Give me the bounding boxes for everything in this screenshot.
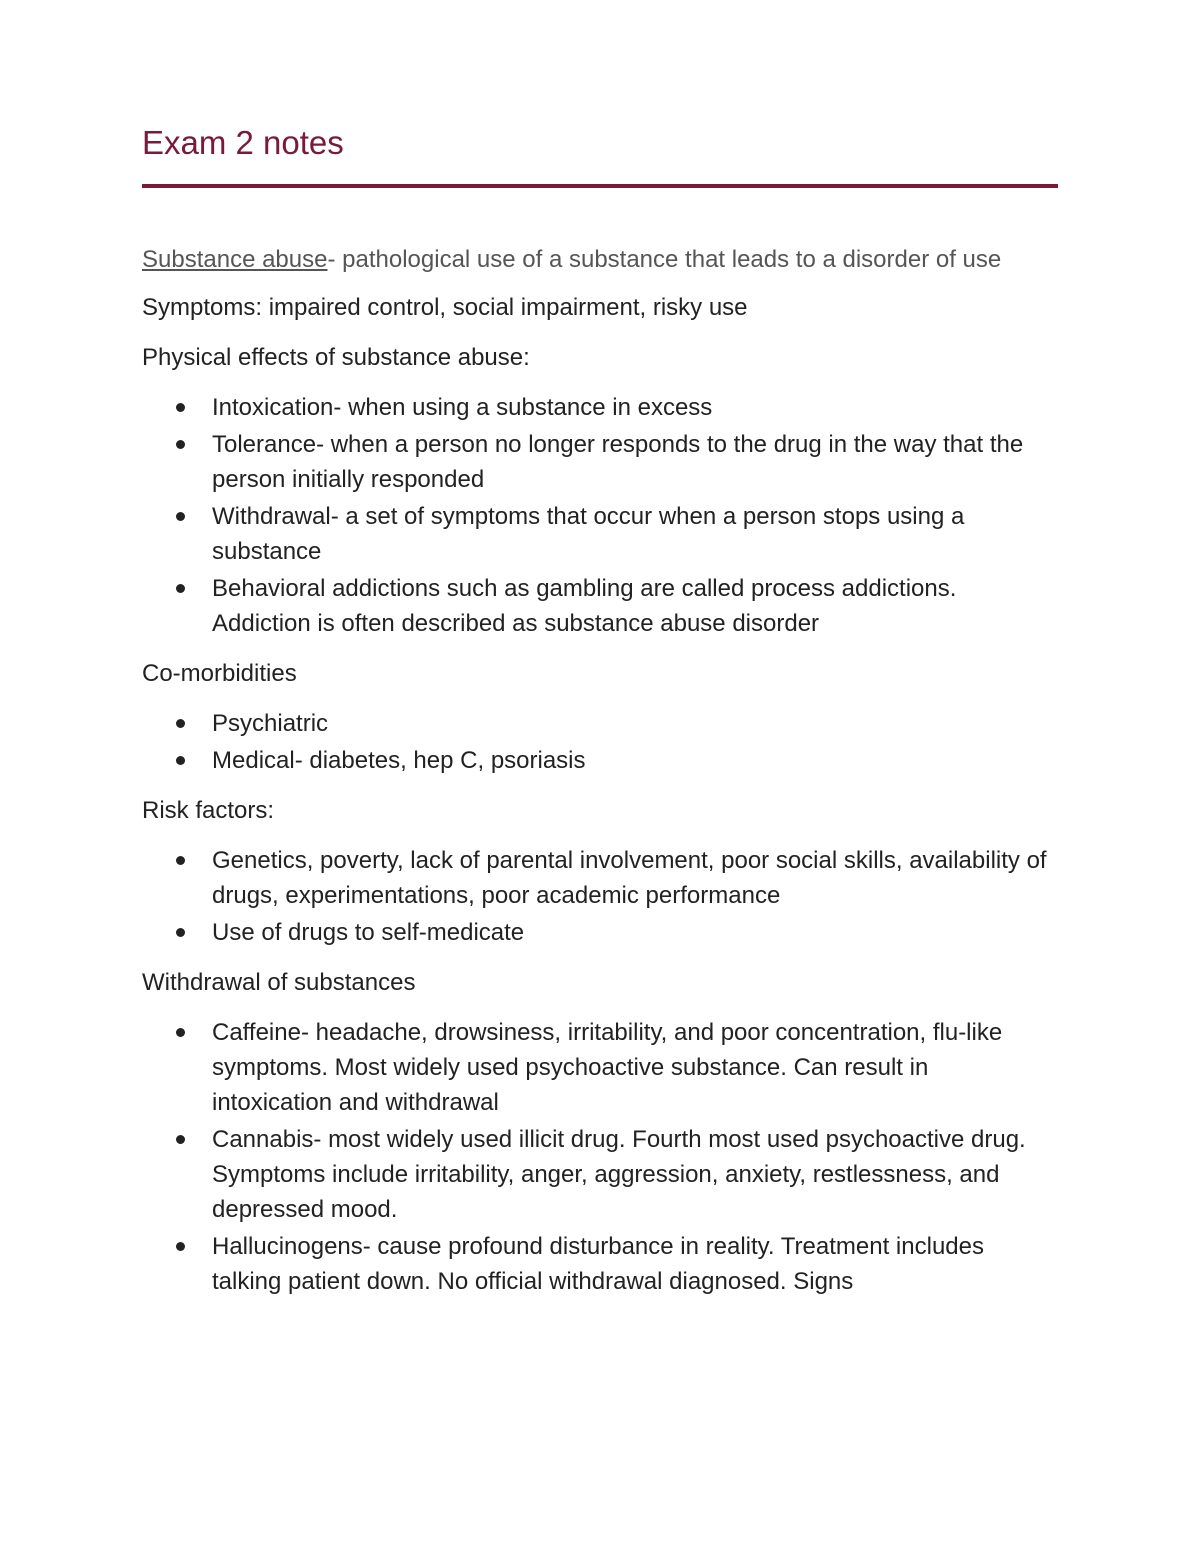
- comorbidities-list: [142, 706, 1058, 778]
- risk-factors-list: [142, 843, 1058, 950]
- definition-paragraph: [142, 242, 1058, 277]
- list-item: [212, 915, 1058, 950]
- list-item: [212, 499, 1058, 569]
- list-item: [212, 843, 1058, 913]
- risk-factors-heading: Risk factors:: [142, 797, 275, 824]
- bullet-icon: [176, 440, 185, 449]
- list-item: [212, 1122, 1058, 1227]
- bullet-icon: [176, 756, 185, 765]
- list-item: [212, 706, 1058, 741]
- bullet-icon: [176, 1028, 185, 1037]
- list-item-text: Intoxication- when using a substance in excess: [212, 394, 713, 421]
- symptoms-line: Symptoms: impaired control, social impairment, risky use: [142, 294, 748, 321]
- physical-effects-list: [142, 390, 1058, 641]
- title-rule: [142, 184, 1058, 188]
- list-item: [212, 571, 1058, 641]
- list-item-text: Cannabis- most widely used illicit drug. Fourth most used psychoactive drug. Symptoms include irritability, anger, aggression, anxiety, restlessness, and depressed mood.: [212, 1126, 1026, 1223]
- document-title: Exam 2 notes: [142, 124, 344, 161]
- withdrawal-list: [142, 1015, 1058, 1299]
- list-item-text: Caffeine- headache, drowsiness, irritability, and poor concentration, flu-like symptoms. Most widely used psychoactive substance. Can result in intoxication and withdrawal: [212, 1019, 1003, 1116]
- document-body: [142, 242, 1058, 1314]
- bullet-icon: [176, 856, 185, 865]
- list-item-text: Use of drugs to self-medicate: [212, 919, 525, 946]
- definition-term: Substance abuse: [142, 246, 328, 273]
- bullet-icon: [176, 928, 185, 937]
- list-item-text: Psychiatric: [212, 710, 329, 737]
- list-item-text: Genetics, poverty, lack of parental involvement, poor social skills, availability of drugs, experimentations, poor academic performance: [212, 847, 1047, 909]
- bullet-icon: [176, 403, 185, 412]
- physical-effects-heading: Physical effects of substance abuse:: [142, 344, 530, 371]
- list-item-text: Tolerance- when a person no longer responds to the drug in the way that the person initially responded: [212, 431, 1024, 493]
- bullet-icon: [176, 719, 185, 728]
- withdrawal-heading: Withdrawal of substances: [142, 969, 416, 996]
- list-item: [212, 743, 1058, 778]
- list-item-text: Medical- diabetes, hep C, psoriasis: [212, 747, 586, 774]
- bullet-icon: [176, 512, 185, 521]
- list-item: [212, 427, 1058, 497]
- list-item: [212, 390, 1058, 425]
- list-item: [212, 1229, 1058, 1299]
- bullet-icon: [176, 584, 185, 593]
- list-item: [212, 1015, 1058, 1120]
- bullet-icon: [176, 1242, 185, 1251]
- bullet-icon: [176, 1135, 185, 1144]
- comorbidities-heading: Co-morbidities: [142, 660, 297, 687]
- list-item-text: Hallucinogens- cause profound disturbance in reality. Treatment includes talking patient down. No official withdrawal diagnosed. Signs: [212, 1233, 984, 1295]
- definition-text: - pathological use of a substance that leads to a disorder of use: [327, 246, 1002, 273]
- list-item-text: Withdrawal- a set of symptoms that occur when a person stops using a substance: [212, 503, 965, 565]
- list-item-text: Behavioral addictions such as gambling are called process addictions. Addiction is often described as substance abuse disorder: [212, 575, 957, 637]
